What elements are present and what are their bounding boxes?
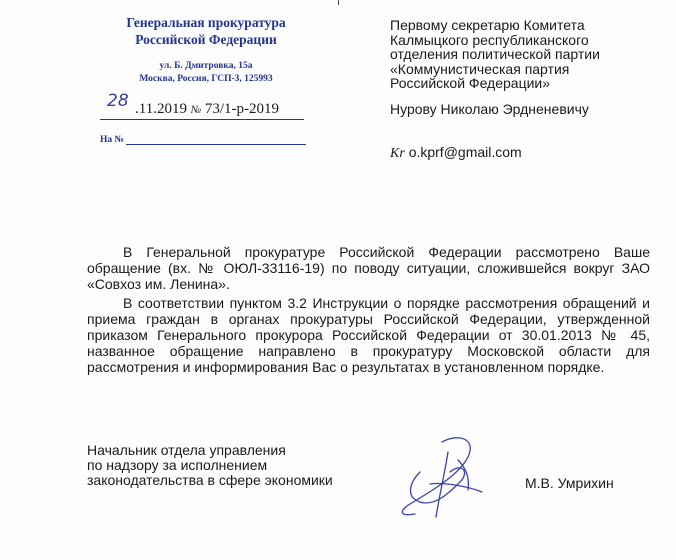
recipient-line: Калмыцкого республиканского: [390, 31, 589, 48]
reference-blank-line: [126, 134, 306, 145]
sender-letterhead: [96, 14, 316, 86]
email-address: o.kprf@gmail.com: [408, 144, 522, 160]
signer-title-line1: Начальник отдела управления: [87, 442, 286, 458]
sender-org-line1: Генеральная прокуратура: [126, 15, 286, 30]
recipient-name: Нурову Николаю Эрдненевичу: [390, 101, 589, 117]
signer-position: [87, 443, 333, 488]
signer-title-line2: по надзору за исполнением: [87, 457, 268, 473]
body-paragraph-1: В Генеральной прокуратуре Российской Федерации рассмотрено Ваше обращение (вх. № ОЮЛ-33116-19) по поводу ситуации, сложившейся вокруг ЗАО «Совхоз им. Ленина».: [87, 244, 650, 292]
recipient-line: Российской Федерации»: [390, 75, 551, 91]
recipient-block: [390, 18, 660, 91]
recipient-line: Первому секретарю Комитета: [390, 17, 585, 33]
reference-number-field: [100, 134, 306, 145]
recipient-email: [390, 144, 522, 162]
date-rest: .11.2019: [135, 101, 187, 117]
date-and-number: [135, 101, 279, 118]
sender-address-line2: Москва, Россия, ГСП-3, 125993: [139, 74, 273, 84]
handwritten-signature: [390, 432, 490, 522]
sender-org-line2: Российской Федерации: [135, 32, 277, 47]
recipient-line: «Коммунистическая партия: [390, 60, 570, 77]
sender-address-line1: ул. Б. Дмитровка, 15а: [159, 61, 253, 71]
reference-label: На №: [100, 135, 125, 145]
handwritten-day: 28: [107, 91, 129, 111]
recipient-line: отделения политической партии: [390, 46, 600, 62]
signer-name: М.В. Умрихин: [525, 475, 614, 491]
registration-number: 73/1-р-2019: [204, 101, 279, 117]
fold-mark: [338, 0, 339, 5]
body-paragraph-2: В соответствии пунктом 3.2 Инструкции о порядке рассмотрения обращений и приема граждан в органах прокуратуры Российской Федерации, утвержденной приказом Генерального прокурора Российской Федерации от 30.01.2013 № 45, названное обращение направлено в прокуратуру Московской области для рассмотрения и информирования Вас о результатах в установленном порядке.: [87, 295, 650, 375]
email-prefix: Kr: [390, 146, 405, 161]
signer-title-line3: законодательства в сфере экономики: [87, 472, 333, 488]
number-sign: №: [190, 104, 202, 116]
letter-body: [87, 244, 650, 378]
